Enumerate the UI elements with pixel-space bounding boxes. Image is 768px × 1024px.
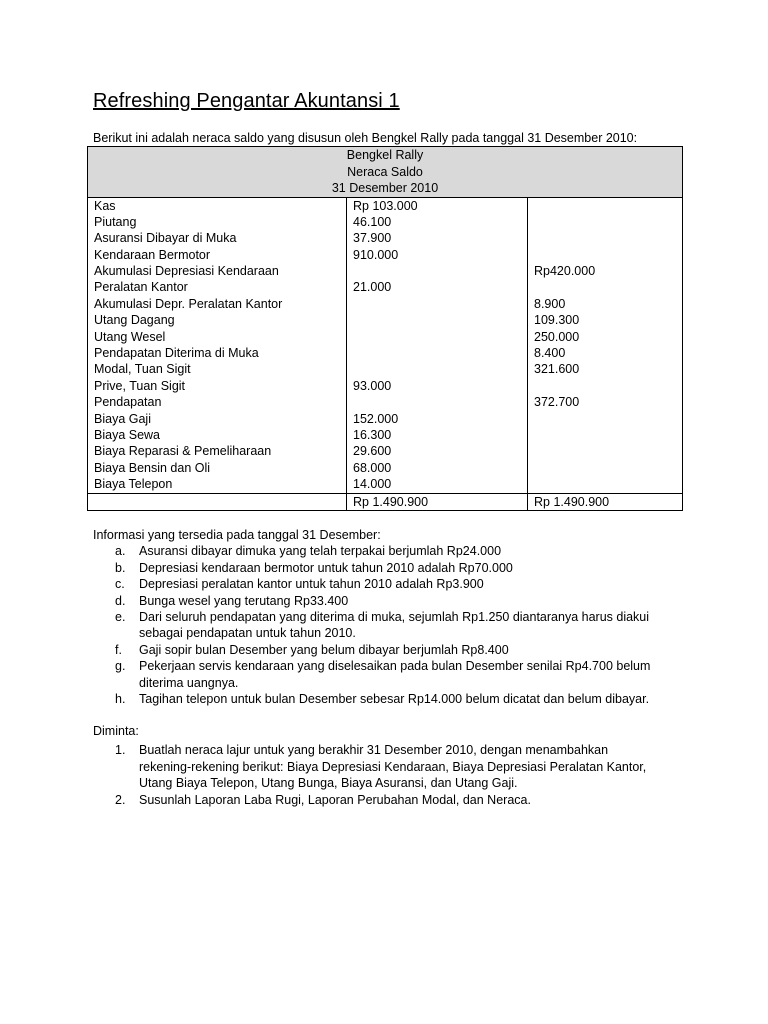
requirement-item [93, 742, 719, 791]
table-cell-debit: 152.000 [353, 411, 399, 426]
info-list [93, 543, 693, 707]
table-cell-account: Kas [94, 198, 116, 213]
table-cell-debit [353, 361, 521, 377]
table-cell-debit: 68.000 [353, 460, 392, 475]
info-text-line: Bunga wesel yang terutang Rp33.400 [139, 593, 349, 608]
info-text-line: Depresiasi kendaraan bermotor untuk tahun 2010 adalah Rp70.000 [139, 560, 513, 575]
table-cell-credit [534, 378, 676, 394]
table-cell-debit: 21.000 [353, 280, 392, 295]
table-cell-debit [353, 394, 521, 410]
requirements-list [93, 742, 693, 808]
info-marker: a. [115, 544, 126, 559]
table-cell-account: Biaya Reparasi & Pemeliharaan [94, 444, 272, 459]
table-cell-credit [534, 198, 676, 214]
info-item [93, 658, 693, 691]
table-cell-account: Kendaraan Bermotor [94, 247, 211, 262]
requirement-marker: 1. [115, 743, 126, 758]
info-marker: c. [115, 577, 125, 592]
requirement-text-line: Susunlah Laporan Laba Rugi, Laporan Perubahan Modal, dan Neraca. [139, 792, 531, 807]
table-cell-debit [353, 296, 521, 312]
info-text-line: diterima uangnya. [139, 675, 239, 690]
info-text-line: Tagihan telepon untuk bulan Desember sebesar Rp14.000 belum dicatat dan belum dibayar. [139, 692, 650, 707]
table-cell-account: Pendapatan Diterima di Muka [94, 346, 259, 361]
requirement-text-line: rekening-rekening berikut: Biaya Depresiasi Kendaraan, Biaya Depresiasi Peralatan Kantor, [139, 759, 647, 774]
trial-balance-table [87, 146, 683, 511]
table-cell-debit: 46.100 [353, 214, 392, 229]
table-cell-credit [534, 247, 676, 263]
credit-column [528, 197, 683, 493]
info-text-line: Asuransi dibayar dimuka yang telah terpakai berjumlah Rp24.000 [139, 544, 502, 559]
table-cell-debit: 14.000 [353, 477, 392, 492]
table-cell-credit [534, 476, 676, 492]
info-marker: f. [115, 642, 122, 657]
table-cell-account: Biaya Telepon [94, 477, 173, 492]
table-cell-credit [534, 411, 676, 427]
table-cell-debit: 29.600 [353, 444, 392, 459]
total-debit: Rp 1.490.900 [347, 493, 528, 510]
company-name: Bengkel Rally [346, 148, 424, 162]
table-cell-credit [534, 214, 676, 230]
table-cell-credit: 321.600 [534, 362, 580, 377]
table-cell-account: Prive, Tuan Sigit [94, 378, 186, 393]
table-cell-credit: 8.900 [534, 296, 566, 311]
info-text-line: Dari seluruh pendapatan yang diterima di muka, sejumlah Rp1.250 diantaranya harus diakui [139, 610, 650, 625]
requirement-item [93, 792, 719, 808]
table-cell-account: Biaya Sewa [94, 427, 161, 442]
requirements-section [93, 723, 693, 808]
info-item [93, 543, 693, 559]
table-cell-debit: 93.000 [353, 378, 392, 393]
table-cell-account: Piutang [94, 214, 137, 229]
total-credit: Rp 1.490.900 [528, 493, 683, 510]
table-cell-account: Peralatan Kantor [94, 280, 188, 295]
info-heading: Informasi yang tersedia pada tanggal 31 Desember: [93, 528, 381, 542]
table-cell-debit [353, 345, 521, 361]
requirement-text-line: Utang Biaya Telepon, Utang Bunga, Biaya Asuransi, dan Utang Gaji. [139, 776, 518, 791]
info-text-line: sebagai pendapatan untuk tahun 2010. [139, 626, 356, 641]
requirement-text-line: Buatlah neraca lajur untuk yang berakhir 31 Desember 2010, dengan menambahkan [139, 743, 609, 758]
table-cell-credit [534, 230, 676, 246]
info-marker: d. [115, 593, 126, 608]
table-cell-credit [534, 279, 676, 295]
table-header [88, 147, 683, 198]
table-cell-debit: 37.900 [353, 231, 392, 246]
table-cell-credit [534, 427, 676, 443]
table-cell-account: Akumulasi Depr. Peralatan Kantor [94, 296, 283, 311]
info-marker: b. [115, 560, 126, 575]
table-cell-credit: 372.700 [534, 395, 580, 410]
document-title: Refreshing Pengantar Akuntansi 1 [93, 90, 400, 112]
info-section [93, 527, 693, 707]
table-cell-credit [534, 460, 676, 476]
debit-column [347, 197, 528, 493]
table-cell-account: Utang Dagang [94, 313, 175, 328]
table-cell-debit [353, 329, 521, 345]
info-item [93, 691, 693, 707]
table-cell-credit: 250.000 [534, 329, 580, 344]
info-marker: g. [115, 659, 126, 674]
total-label-cell [88, 493, 347, 510]
table-cell-account: Modal, Tuan Sigit [94, 362, 191, 377]
statement-name: Neraca Saldo [347, 164, 423, 179]
requirement-marker: 2. [115, 792, 126, 807]
table-cell-credit: Rp420.000 [534, 264, 596, 279]
info-item [93, 560, 693, 576]
table-cell-debit: Rp 103.000 [353, 198, 418, 213]
table-cell-credit: 8.400 [534, 346, 566, 361]
table-cell-account: Biaya Gaji [94, 411, 151, 426]
info-text-line: Pekerjaan servis kendaraan yang diselesaikan pada bulan Desember senilai Rp4.700 belum [139, 659, 651, 674]
info-item [93, 576, 693, 592]
table-cell-credit [534, 443, 676, 459]
table-cell-debit: 16.300 [353, 427, 392, 442]
table-cell-debit [353, 263, 521, 279]
account-column [88, 197, 347, 493]
info-item [93, 593, 693, 609]
info-marker: h. [115, 692, 126, 707]
table-cell-account: Biaya Bensin dan Oli [94, 460, 211, 475]
table-cell-account: Pendapatan [94, 395, 162, 410]
statement-date: 31 Desember 2010 [331, 181, 439, 195]
table-cell-debit [353, 312, 521, 328]
requirements-heading: Diminta: [93, 724, 139, 738]
intro-text: Berikut ini adalah neraca saldo yang disusun oleh Bengkel Rally pada tanggal 31 Desember 2010: [93, 131, 638, 145]
table-cell-credit: 109.300 [534, 313, 580, 328]
table-cell-account: Utang Wesel [94, 329, 166, 344]
info-text-line: Gaji sopir bulan Desember yang belum dibayar berjumlah Rp8.400 [139, 642, 509, 657]
info-text-line: Depresiasi peralatan kantor untuk tahun 2010 adalah Rp3.900 [139, 577, 484, 592]
table-cell-account: Akumulasi Depresiasi Kendaraan [94, 264, 279, 279]
info-marker: e. [115, 610, 126, 625]
table-cell-account: Asuransi Dibayar di Muka [94, 231, 237, 246]
info-item [93, 642, 693, 658]
table-cell-debit: 910.000 [353, 247, 399, 262]
info-item [93, 609, 693, 642]
